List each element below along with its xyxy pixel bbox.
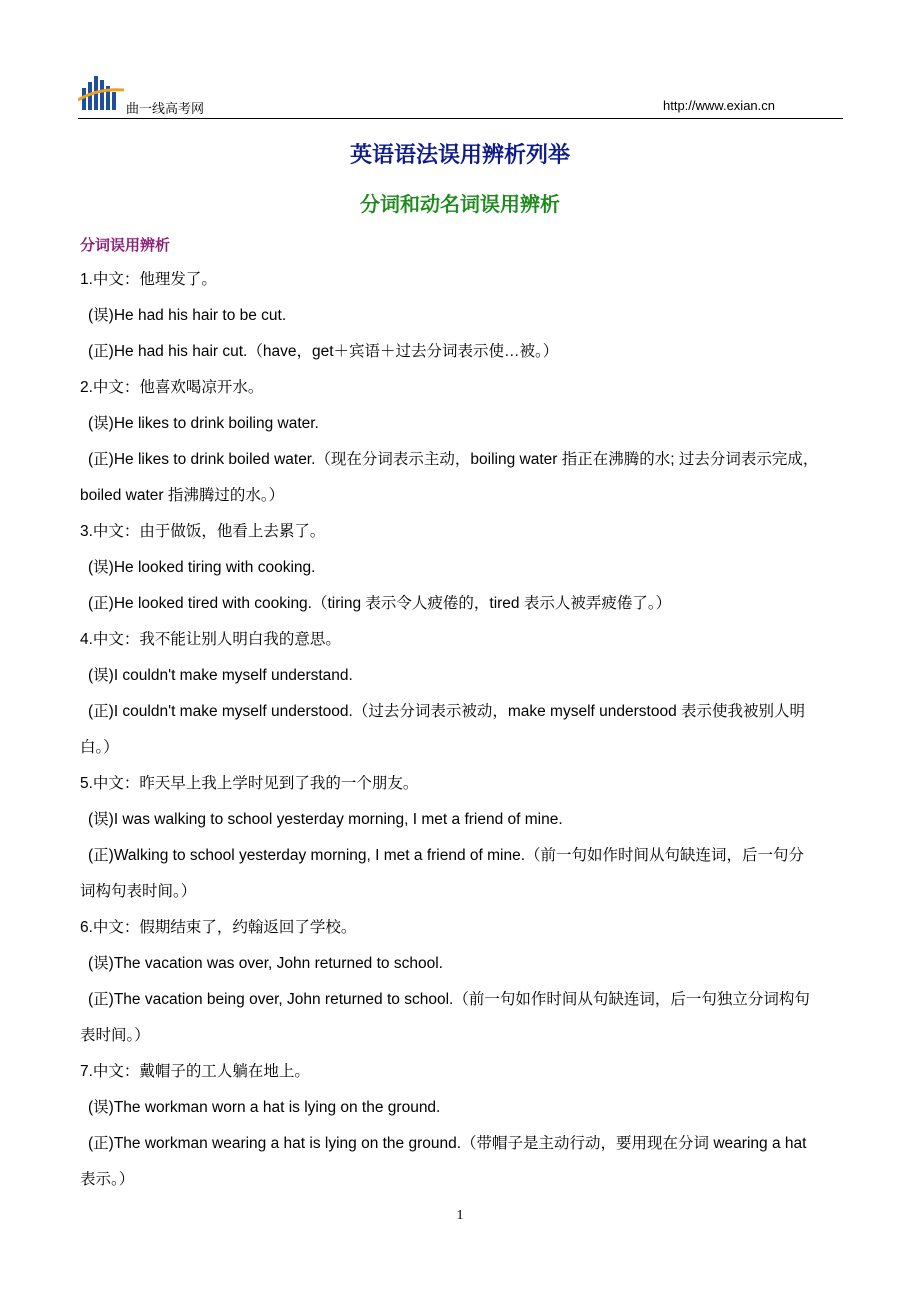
text-line: 表时间。） (80, 1027, 150, 1044)
text-line: (正)The workman wearing a hat is lying on the ground.（带帽子是主动行动，要用现在分词 wearing a hat (88, 1135, 807, 1152)
text-line: boiled water 指沸腾过的水。） (80, 487, 285, 504)
text-line: 4.中文：我不能让别人明白我的意思。 (80, 631, 341, 648)
text-line: (误)He had his hair to be cut. (88, 307, 287, 324)
text-line: 7.中文：戴帽子的工人躺在地上。 (80, 1063, 310, 1080)
text-line: (误)I was walking to school yesterday morning, I met a friend of mine. (88, 811, 563, 828)
text-line: 6.中文：假期结束了，约翰返回了学校。 (80, 919, 357, 936)
document-subtitle: 分词和动名词误用辨析 (360, 192, 560, 216)
text-line: (误)He likes to drink boiling water. (88, 415, 319, 432)
text-line: (正)He had his hair cut.（have，get＋宾语＋过去分词表示使…被。） (88, 343, 559, 360)
text-line: (正)I couldn't make myself understood.（过去分词表示被动，make myself understood 表示使我被别人明 (88, 703, 806, 720)
site-logo-icon (78, 74, 124, 114)
text-line: (正)He likes to drink boiled water.（现在分词表示主动，boiling water 指正在沸腾的水; 过去分词表示完成， (88, 451, 819, 468)
document-title: 英语语法误用辨析列举 (349, 142, 570, 168)
page-header (78, 72, 843, 119)
text-line: (误)The vacation was over, John returned to school. (88, 955, 443, 972)
page-number: 1 (456, 1208, 464, 1223)
text-line: 表示。） (80, 1171, 135, 1188)
document-body (80, 262, 844, 1198)
text-line: (误)I couldn't make myself understand. (88, 667, 353, 684)
text-line: 3.中文：由于做饭，他看上去累了。 (80, 523, 326, 540)
text-line: 5.中文：昨天早上我上学时见到了我的一个朋友。 (80, 775, 419, 792)
text-line: (误)The workman worn a hat is lying on the ground. (88, 1099, 441, 1116)
text-line: (误)He looked tiring with cooking. (88, 559, 316, 576)
text-line: 词构句表时间。） (80, 883, 197, 900)
text-line: (正)Walking to school yesterday morning, I met a friend of mine.（前一句如作时间从句缺连词，后一句分 (88, 847, 805, 864)
site-name: 曲一线高考网 (126, 102, 205, 117)
section-heading: 分词误用辨析 (80, 236, 171, 254)
text-line: 2.中文：他喜欢喝凉开水。 (80, 379, 264, 396)
site-url[interactable]: http://www.exian.cn (663, 98, 775, 113)
text-line: (正)The vacation being over, John returned to school.（前一句如作时间从句缺连词，后一句独立分词构句 (88, 991, 810, 1008)
text-line: 白。） (80, 739, 119, 756)
text-line: 1.中文：他理发了。 (80, 271, 217, 288)
text-line: (正)He looked tired with cooking.（tiring 表示令人疲倦的，tired 表示人被弄疲倦了。） (88, 595, 672, 612)
